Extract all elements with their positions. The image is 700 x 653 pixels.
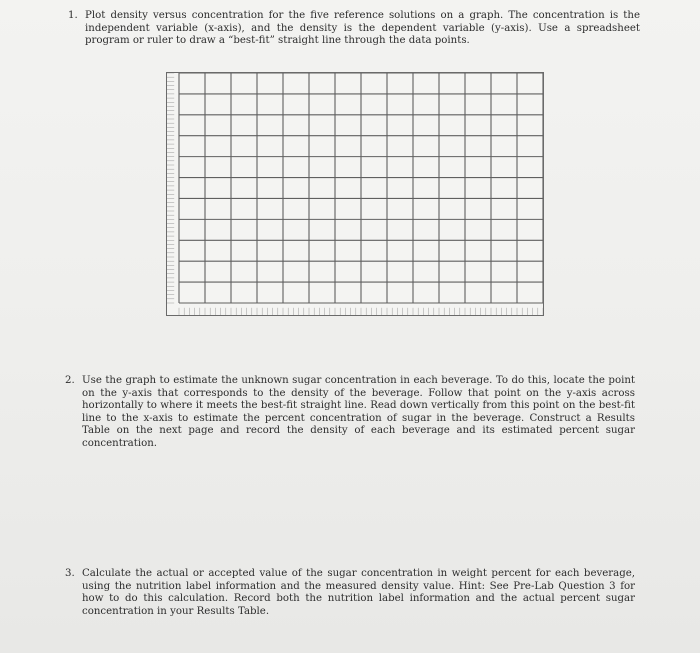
question-number: 2. [65,375,75,386]
question-1 [68,10,640,48]
question-2 [65,375,635,451]
grid-lines [167,73,543,315]
question-text: Calculate the actual or accepted value of the sugar concentration in weight percent for each beverage, using the nutrition label information and the measured density value. Hint: See Pre-Lab Question 3 for how to do this calculation. Record both the nutrition label information and the actual percent sugar concentration in your Results Table. [82,568,635,617]
blank-graph-grid [166,72,544,316]
question-number: 3. [65,568,75,579]
question-text: Plot density versus concentration for the five reference solutions on a graph. The concentration is the independent variable (x-axis), and the density is the dependent variable (y-axis). Use a spreadsheet program or ruler to draw a “best-fit” straight line through the data points. [85,10,640,47]
question-number: 1. [68,10,78,21]
question-3 [65,568,635,618]
question-text: Use the graph to estimate the unknown sugar concentration in each beverage. To do this, locate the point on the y-axis that corresponds to the density of the beverage. Follow that point on the y-axis across horizontally to where it meets the best-fit straight line. Read down vertically from this point on the best-fit line to the x-axis to estimate the percent concentration of sugar in the beverage. Construct a Results Table on the next page and record the density of each beverage and its estimated percent sugar concentration. [82,375,635,449]
